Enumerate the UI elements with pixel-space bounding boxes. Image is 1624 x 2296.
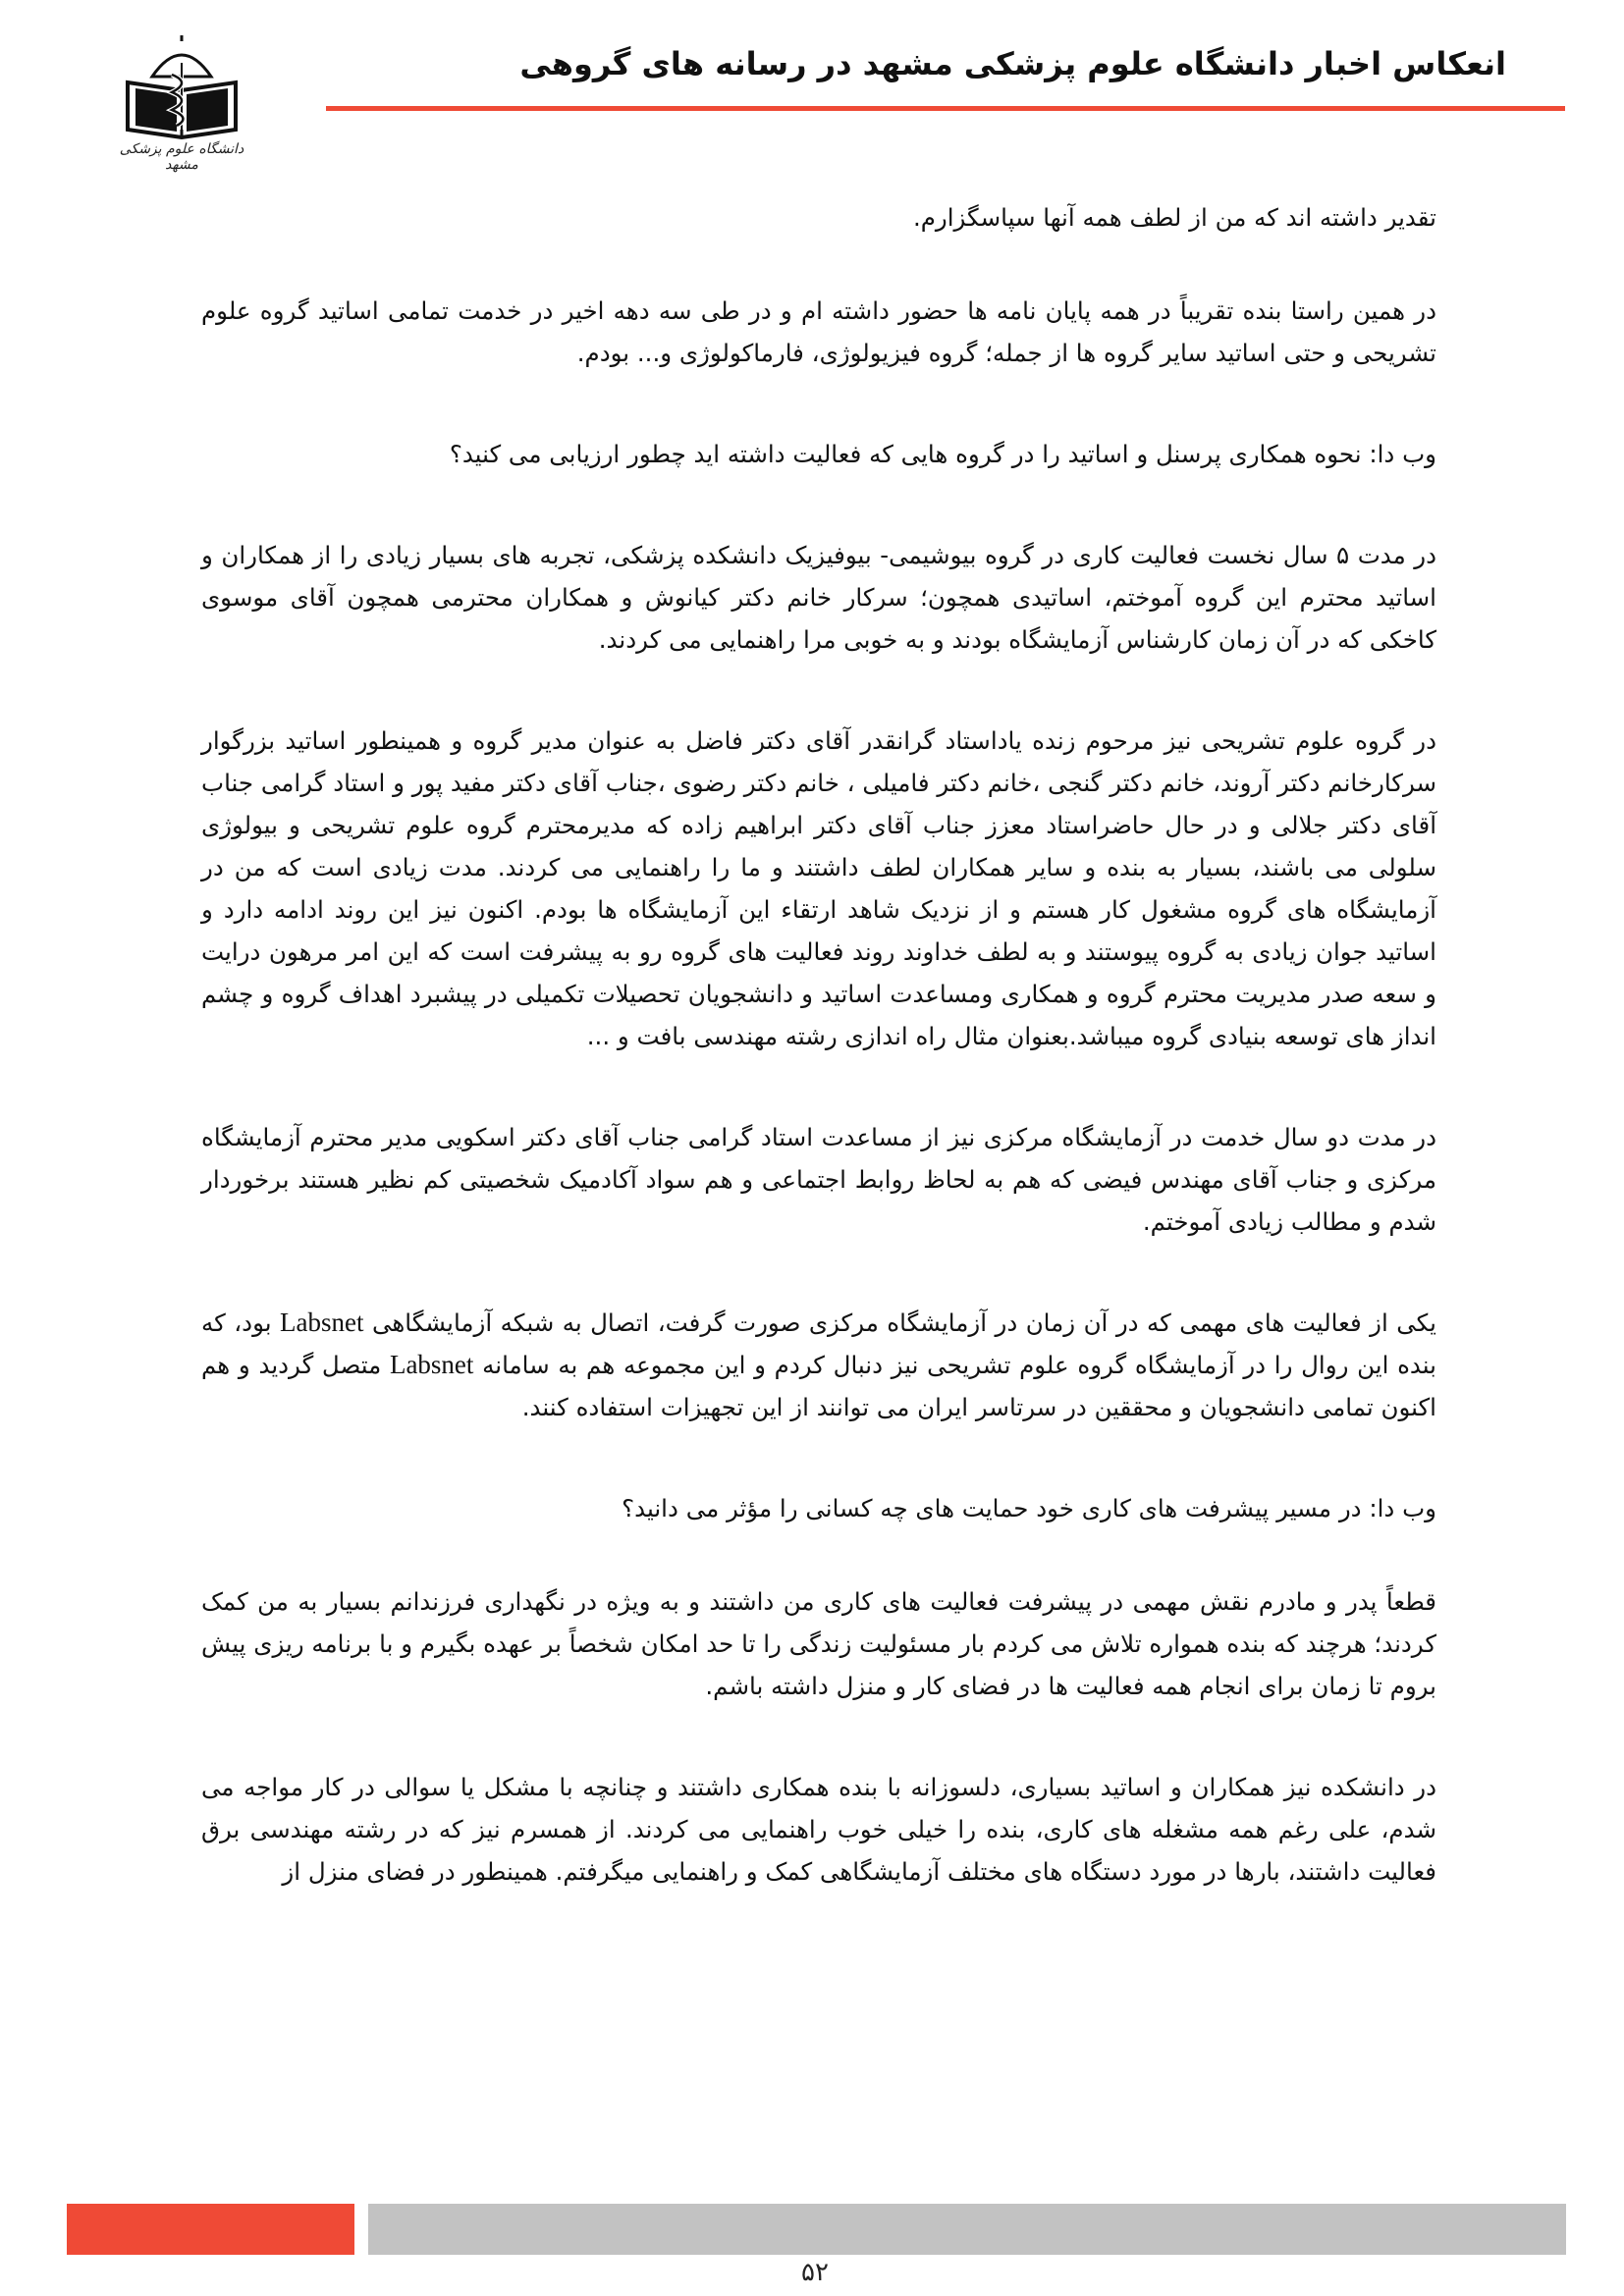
paragraph: در گروه علوم تشریحی نیز مرحوم زنده یاداستاد گرانقدر آقای دکتر فاضل به عنوان مدیر گروه و همینطور اساتید بزرگوار سرکارخانم دکتر آروند، خانم دکتر گنجی ،خانم دکتر فامیلی ، خانم دکتر رضوی ،جناب آقای دکتر مفید پور و استاد گرامی جناب آقای دکتر جلالی و در حال حاضراستاد معزز جناب آقای دکتر ابراهیم زاده که مدیرمحترم گروه علوم تشریحی و بیولوژی سلولی می باشند، بسیار به بنده و سایر همکاران لطف داشتند و ما را راهنمایی می کردند. مدت زیادی است که من در آزمایشگاه های گروه مشغول کار هستم و از نزدیک شاهد ارتقاء این آزمایشگاه ها بودم. اکنون نیز این روند ادامه دارد و اساتید جوان زیادی به گروه پیوستند و به لطف خداوند روند فعالیت های گروه رو به پیشرفت است که این امر مرهون درایت و سعه صدر مدیریت محترم گروه و همکاری ومساعدت اساتید و دانشجویان تحصیلات تکمیلی در پیشبرد اهداف گروه و چشم انداز های توسعه بنیادی گروه میباشد.بعنوان مثال راه اندازی رشته مهندسی بافت و ... [201, 726, 1436, 1050]
footer-bar [368, 2204, 1566, 2255]
text-segment: یکی از فعالیت های مهمی که در آن زمان در آزمایشگاه مرکزی صورت گرفت، اتصال به شبکه آزمایشگاهی [363, 1308, 1436, 1337]
university-logo [108, 35, 255, 183]
paragraph: در مدت ۵ سال نخست فعالیت کاری در گروه بیوشیمی- بیوفیزیک دانشکده پزشکی، تجربه های بسیار زیادی را از همکاران و اساتید محترم این گروه آموختم، اساتیدی همچون؛ سرکار خانم دکتر کیانوش و همکاران محترمی همچون آقای موسوی کاخکی که در آن زمان کارشناس آزمایشگاه بودند و به خوبی مرا راهنمایی می کردند. [201, 541, 1436, 654]
logo-emblem-icon [108, 35, 255, 143]
interview-question: وب دا: نحوه همکاری پرسنل و اساتید را در گروه هایی که فعالیت داشته اید چطور ارزیابی می کنید؟ [449, 440, 1436, 468]
paragraph: در همین راستا بنده تقریباً در همه پایان نامه ها حضور داشته ام و در طی سه دهه اخیر در خدمت تمامی اساتید گروه علوم تشریحی و حتی اساتید سایر گروه ها از جمله؛ گروه فیزیولوژی، فارماکولوژی و... بودم. [201, 296, 1436, 367]
text-segment: متصل گردید و هم اکنون تمامی دانشجویان و محققین در سرتاسر ایران می توانند از این تجهیزات استفاده کنند. [201, 1351, 1436, 1421]
paragraph-labsnet [201, 1302, 1436, 1428]
interview-question: وب دا: در مسیر پیشرفت های کاری خود حمایت های چه کسانی را مؤثر می دانید؟ [622, 1494, 1436, 1522]
logo-caption: دانشگاه علوم پزشکی مشهد [119, 141, 244, 173]
footer-accent-bar [67, 2204, 354, 2255]
paragraph: تقدیر داشته اند که من از لطف همه آنها سپاسگزارم. [912, 203, 1436, 232]
header-divider [326, 106, 1565, 111]
paragraph: قطعاً پدر و مادرم نقش مهمی در پیشرفت فعالیت های کاری من داشتند و به ویژه در نگهداری فرزندانم بسیار به من کمک کردند؛ هرچند که بنده همواره تلاش می کردم بار مسئولیت زندگی را تا حد امکان شخصاً بر عهده بگیرم و با برنامه ریزی پیش بروم تا زمان برای انجام همه فعالیت ها در فضای کار و منزل داشته باشم. [201, 1587, 1436, 1700]
text-segment: بود، که بنده این روال را در آزمایشگاه گروه علوم تشریحی نیز دنبال کردم و این مجموعه هم به سامانه [201, 1308, 1436, 1379]
labsnet-term: Labsnet [389, 1350, 474, 1379]
page-number: ۵۲ [801, 2258, 829, 2287]
labsnet-term: Labsnet [280, 1308, 364, 1337]
paragraph: در مدت دو سال خدمت در آزمایشگاه مرکزی نیز از مساعدت استاد گرامی جناب آقای دکتر اسکویی مدیر محترم آزمایشگاه مرکزی و جناب آقای مهندس فیضی که هم به لحاظ روابط اجتماعی و هم سواد آکادمیک شخصیتی کم نظیر هستند برخوردار شدم و مطالب زیادی آموختم. [201, 1123, 1436, 1236]
page-header-title: انعکاس اخبار دانشگاه علوم پزشکی مشهد در رسانه های گروهی [519, 45, 1506, 82]
paragraph: در دانشکده نیز همکاران و اساتید بسیاری، دلسوزانه با بنده همکاری داشتند و چنانچه با مشکل یا سوالی در کار مواجه می شدم، علی رغم همه مشغله های کاری، بنده را خیلی خوب راهنمایی می کردند. از همسرم نیز که در رشته مهندسی برق فعالیت داشتند، بارها در مورد دستگاه های مختلف آزمایشگاهی کمک و راهنمایی میگرفتم. همینطور در فضای منزل از [201, 1773, 1436, 1886]
article-body [201, 196, 1436, 1951]
